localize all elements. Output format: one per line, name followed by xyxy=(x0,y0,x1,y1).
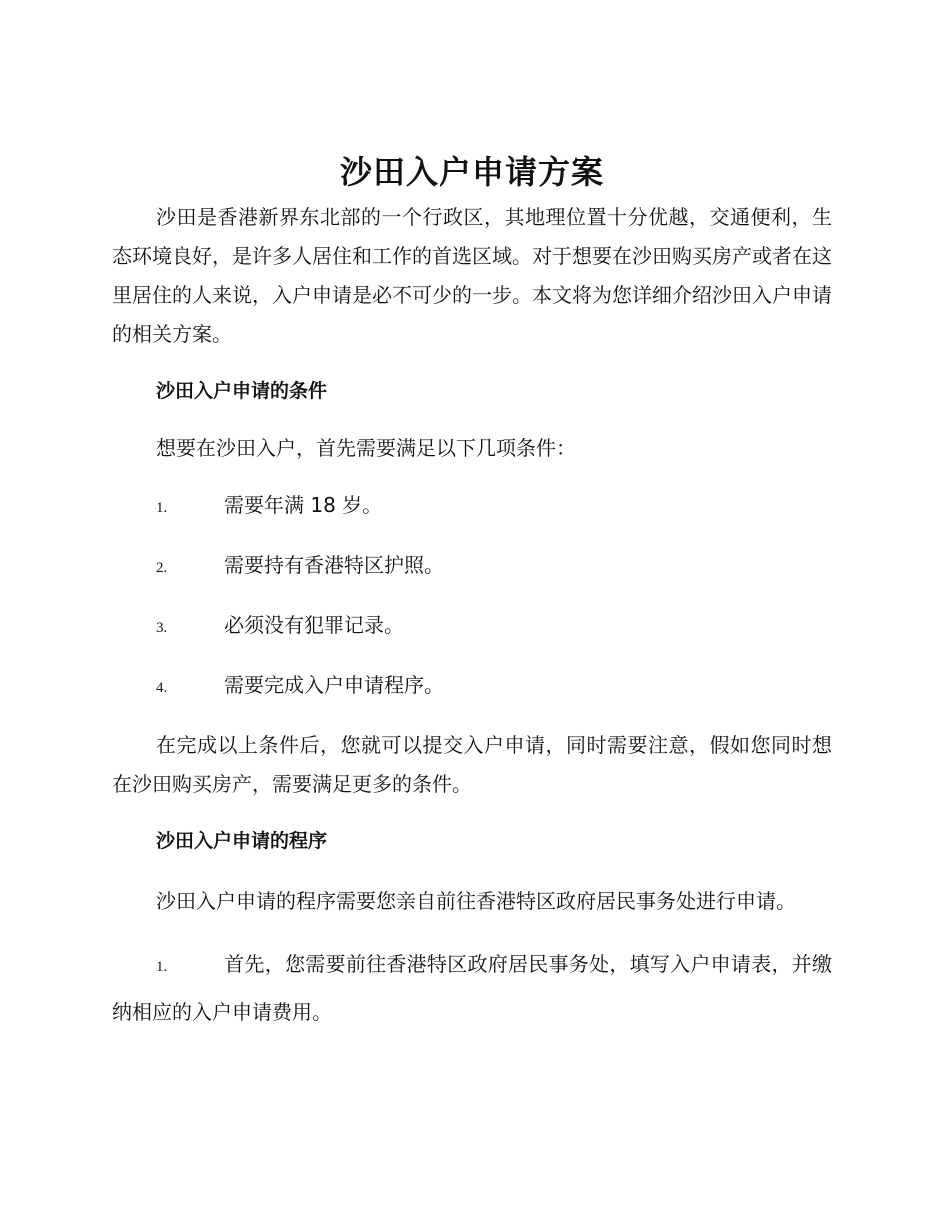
list-item-text: 需要年满 18 岁。 xyxy=(224,493,383,517)
conditions-lead: 想要在沙田入户，首先需要满足以下几项条件： xyxy=(156,436,576,460)
list-item-text: 需要完成入户申请程序。 xyxy=(224,673,444,697)
list-number: 1. xyxy=(156,500,168,516)
list-item-text: 首先，您需要前往香港特区政府居民事务处，填写入户申请表，并缴纳相应的入户申请费用。 xyxy=(112,952,832,1024)
document-page xyxy=(112,148,832,1035)
list-number: 2. xyxy=(156,560,168,576)
section-heading-procedure: 沙田入户申请的程序 xyxy=(156,830,328,852)
procedure-lead: 沙田入户申请的程序需要您亲自前往香港特区政府居民事务处进行申请。 xyxy=(156,889,796,913)
list-item xyxy=(112,486,832,528)
list-item xyxy=(112,942,832,1035)
section-heading-conditions: 沙田入户申请的条件 xyxy=(156,380,328,402)
conditions-closing: 在完成以上条件后，您就可以提交入户申请，同时需要注意，假如您同时想在沙田购买房产，需要满足更多的条件。 xyxy=(112,733,832,796)
list-number: 4. xyxy=(156,680,168,696)
list-item xyxy=(112,546,832,588)
list-number: 3. xyxy=(156,620,168,636)
list-item-text: 需要持有香港特区护照。 xyxy=(224,553,444,577)
list-item xyxy=(112,606,832,648)
list-item-text: 必须没有犯罪记录。 xyxy=(224,613,404,637)
intro-paragraph: 沙田是香港新界东北部的一个行政区，其地理位置十分优越，交通便利，生态环境良好，是许多人居住和工作的首选区域。对于想要在沙田购买房产或者在这里居住的人来说，入户申请是必不可少的一步。本文将为您详细介绍沙田入户申请的相关方案。 xyxy=(112,205,832,346)
list-item xyxy=(112,666,832,708)
document-title: 沙田入户申请方案 xyxy=(339,153,604,191)
list-number: 1. xyxy=(156,959,168,975)
